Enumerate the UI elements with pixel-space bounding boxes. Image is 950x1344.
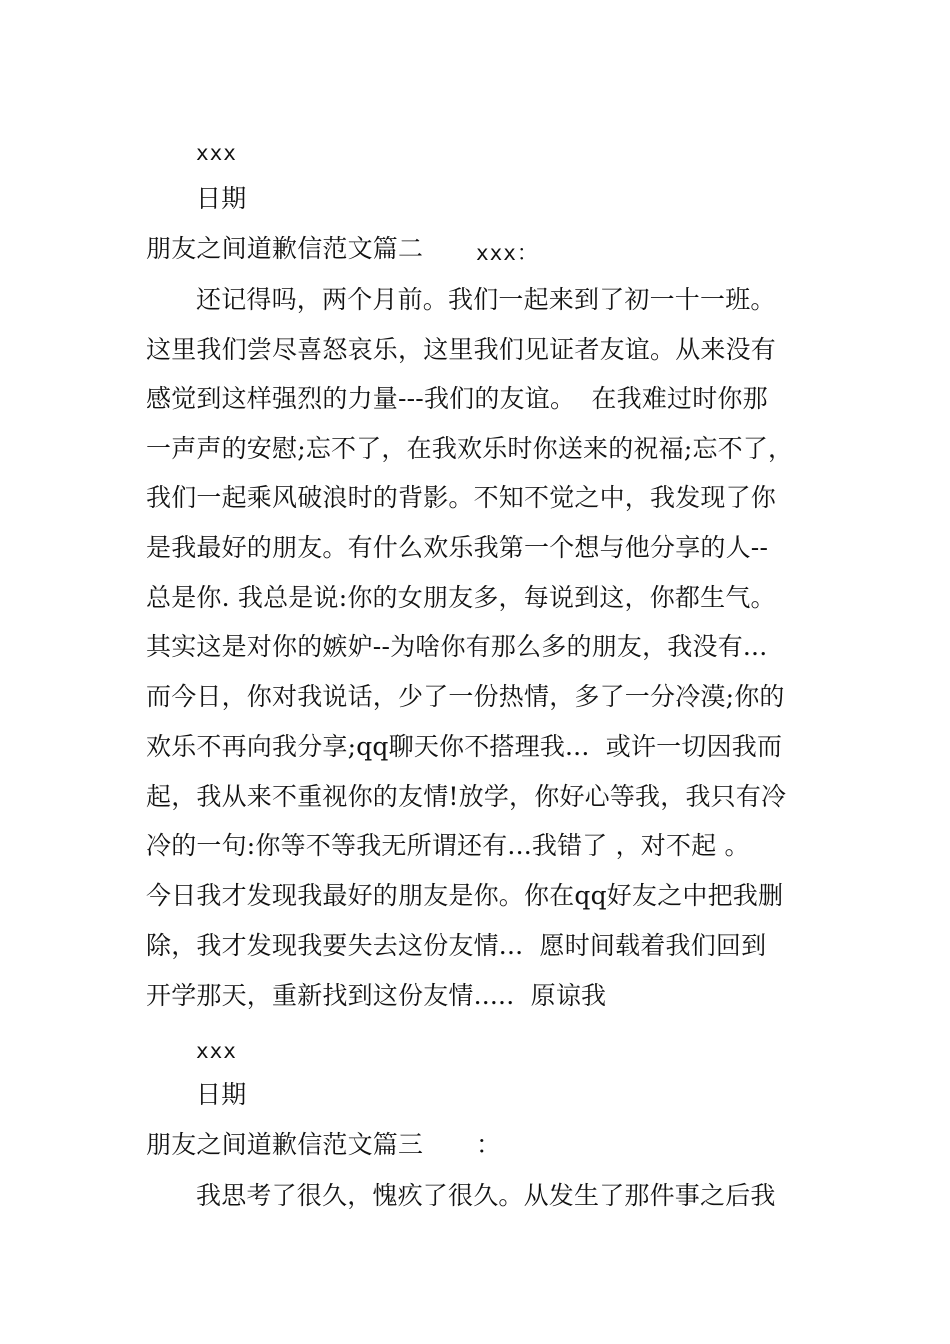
body-line: 冷的一句:你等不等我无所谓还有...我错了 ，对不起 。 bbox=[146, 831, 750, 860]
body-line: 感觉到这样强烈的力量---我们的友谊。 在我难过时你那 bbox=[146, 384, 768, 413]
body-line: 我们一起乘风破浪时的背影。不知不觉之中，我发现了你 bbox=[146, 483, 777, 512]
body-line: 欢乐不再向我分享;qq聊天你不搭理我... 或许一切因我而 bbox=[146, 732, 783, 761]
body-line: 今日我才发现我最好的朋友是你。你在qq好友之中把我删 bbox=[146, 881, 784, 910]
body-line: 其实这是对你的嫉妒--为啥你有那么多的朋友，我没有... bbox=[146, 632, 768, 661]
signature-date: 日期 bbox=[196, 1080, 247, 1109]
letter-salutation: ： bbox=[476, 1130, 502, 1159]
signature-name: xxx bbox=[196, 1039, 237, 1063]
body-line: 还记得吗，两个月前。我们一起来到了初一十一班。 bbox=[196, 285, 776, 314]
letter-title: 朋友之间道歉信范文篇二 bbox=[146, 234, 424, 263]
body-line: 而今日，你对我说话，少了一份热情，多了一分冷漠;你的 bbox=[146, 682, 785, 711]
signature-date: 日期 bbox=[196, 184, 247, 213]
body-line: 一声声的安慰;忘不了，在我欢乐时你送来的祝福;忘不了， bbox=[146, 434, 794, 463]
body-line: 我思考了很久，愧疚了很久。从发生了那件事之后我 bbox=[196, 1181, 776, 1210]
body-line: 是我最好的朋友。有什么欢乐我第一个想与他分享的人-- bbox=[146, 533, 769, 562]
body-line: 总是你. 我总是说:你的女朋友多，每说到这，你都生气。 bbox=[146, 583, 776, 612]
body-line: 除，我才发现我要失去这份友情... 愿时间载着我们回到 bbox=[146, 931, 767, 960]
body-line: 这里我们尝尽喜怒哀乐，这里我们见证者友谊。从来没有 bbox=[146, 335, 777, 364]
body-line: 起，我从来不重视你的友情!放学，你好心等我，我只有冷 bbox=[146, 782, 787, 811]
body-line: 开学那天，重新找到这份友情..... 原谅我 bbox=[146, 981, 607, 1010]
signature-name: xxx bbox=[196, 141, 237, 165]
letter-salutation: xxx： bbox=[476, 241, 539, 265]
letter-title: 朋友之间道歉信范文篇三 bbox=[146, 1130, 424, 1159]
